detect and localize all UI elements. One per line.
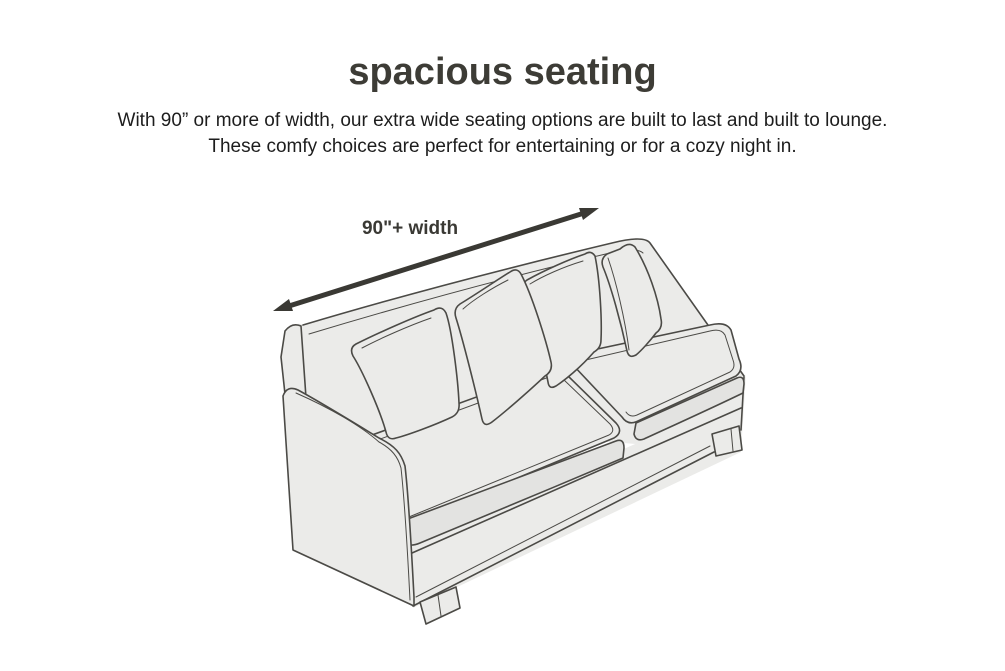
- page-title: spacious seating: [348, 51, 657, 93]
- description-line-1: With 90” or more of width, our extra wide seating options are built to last and built to lounge.: [117, 110, 888, 131]
- description-line-2: These comfy choices are perfect for entertaining or for a cozy night in.: [208, 136, 797, 157]
- dimension-label: 90"+ width: [361, 218, 459, 239]
